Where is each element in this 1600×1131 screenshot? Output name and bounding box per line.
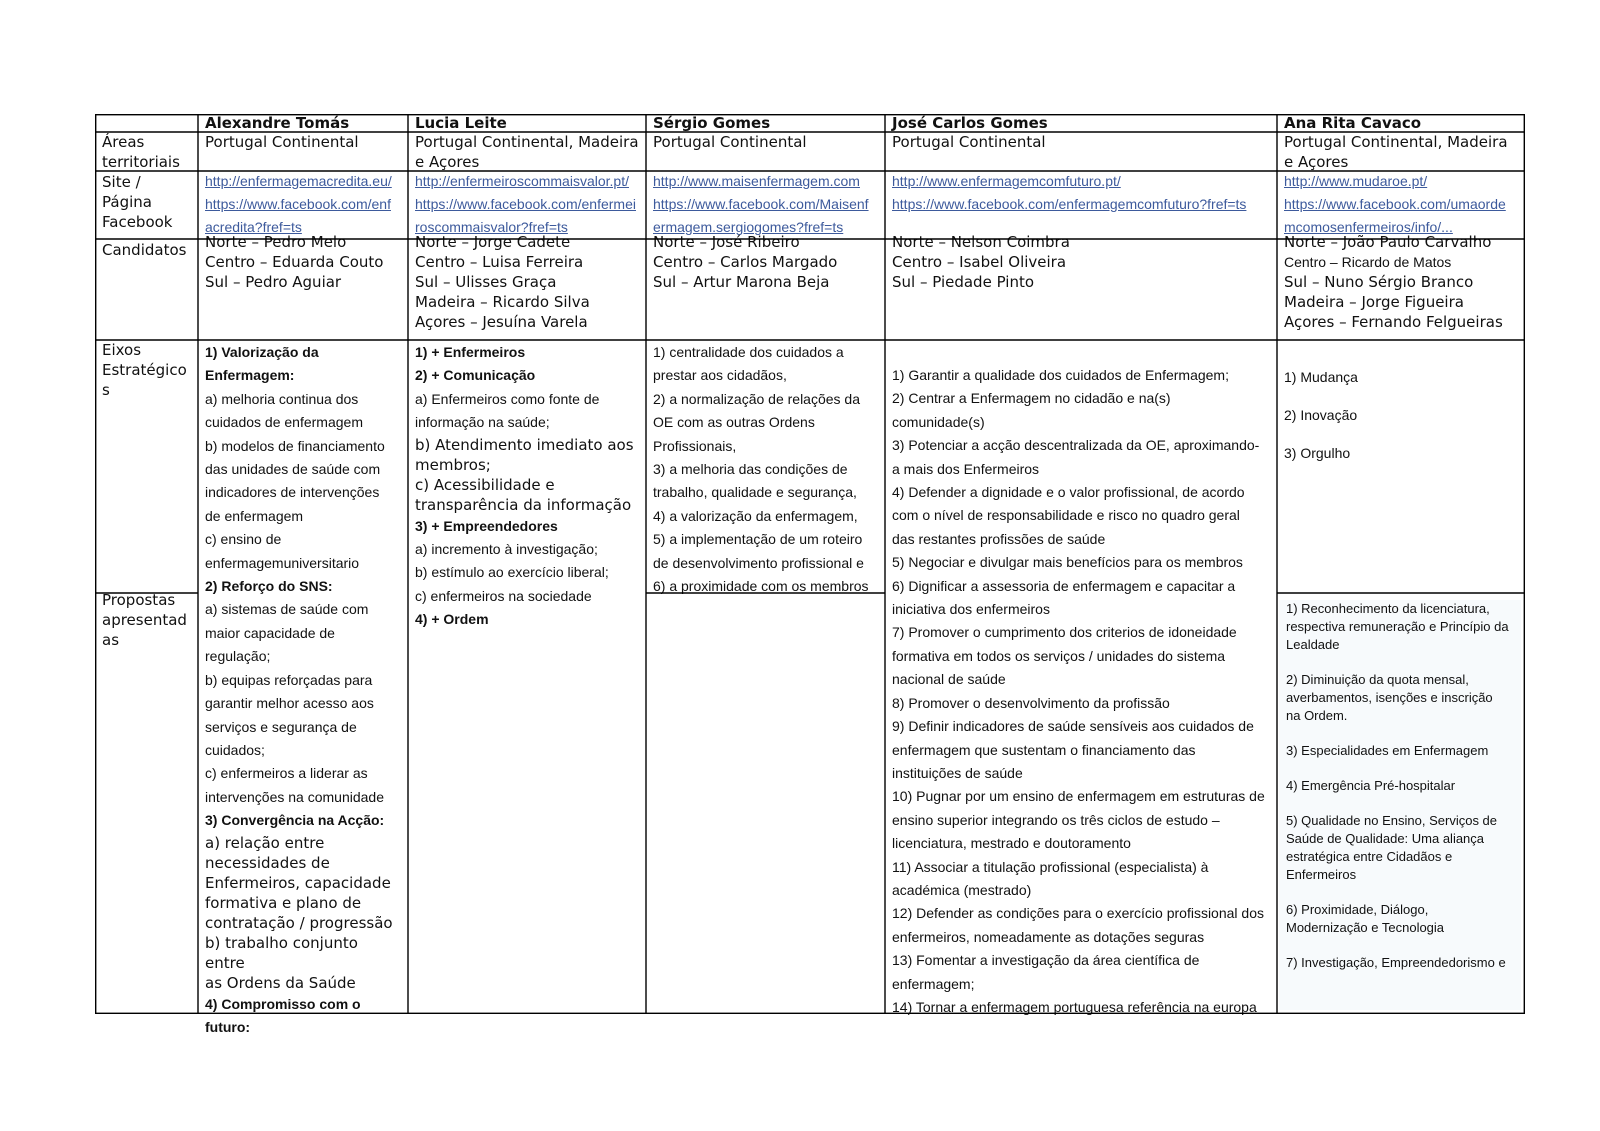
row-label-areas: Áreas territoriais bbox=[102, 133, 180, 171]
program-line: cuidados de enfermagem bbox=[205, 414, 363, 431]
program-line: de desenvolvimento profissional e bbox=[653, 554, 864, 571]
program-line: c) enfermeiros na sociedade bbox=[415, 587, 592, 604]
program-line: a) sistemas de saúde com bbox=[205, 601, 369, 618]
areas-ana: Portugal Continental, Madeira e Açores bbox=[1284, 133, 1508, 171]
website-link[interactable]: http://www.enfermagemcomfuturo.pt/ bbox=[892, 173, 1121, 189]
program-line: cuidados; bbox=[205, 741, 265, 758]
program-line: b) trabalho conjunto entre bbox=[205, 933, 358, 972]
proposta-line: 4) Emergência Pré-hospitalar bbox=[1286, 778, 1456, 793]
program-line: licenciatura, mestrado e doutoramento bbox=[892, 835, 1131, 852]
program-line: 6) a proximidade com os membros bbox=[653, 578, 869, 595]
row-label-candidatos: Candidatos bbox=[102, 241, 187, 259]
program-line: 13) Fomentar a investigação da área científica de bbox=[892, 952, 1200, 969]
proposta-line: 6) Proximidade, Diálogo, bbox=[1286, 902, 1429, 917]
program-line: instituições de saúde bbox=[892, 764, 1023, 781]
program-line: enfermagem; bbox=[892, 975, 975, 992]
program-line: necessidades de bbox=[205, 853, 330, 872]
eixos-ana: 1) Mudança 2) Inovação 3) Orgulho bbox=[1284, 369, 1358, 461]
row-label-site: Site / Página Facebook bbox=[102, 173, 173, 231]
program-line: 10) Pugnar por um ensino de enfermagem em estruturas de bbox=[892, 788, 1265, 805]
proposta-line: Lealdade bbox=[1286, 637, 1340, 652]
program-line: Enfermeiros, capacidade bbox=[205, 873, 391, 892]
program-line: de enfermagem bbox=[205, 507, 304, 524]
candidatos-jcg: Norte – Nelson Coimbra Centro – Isabel Oliveira Sul – Piedade Pinto bbox=[892, 233, 1070, 291]
areas-leite: Portugal Continental, Madeira e Açores bbox=[415, 133, 639, 171]
program-line: a mais dos Enfermeiros bbox=[892, 460, 1040, 477]
program-line: c) Acessibilidade e bbox=[415, 475, 555, 494]
candidatos-leite: Norte – Jorge Cadete Centro – Luisa Ferreira Sul – Ulisses Graça Madeira – Ricardo Silva Açores – Jesuína Varela bbox=[415, 233, 590, 331]
program-line: 2) + Comunicação bbox=[415, 367, 536, 384]
program-line: nacional de saúde bbox=[892, 671, 1006, 688]
areas-tomas: Portugal Continental bbox=[205, 133, 359, 151]
header-jose-carlos-gomes: José Carlos Gomes bbox=[892, 114, 1048, 132]
program-line: futuro: bbox=[205, 1018, 251, 1035]
program-line: formativa em todos os serviços / unidades do sistema bbox=[892, 647, 1226, 664]
program-line: 3) Potenciar a acção descentralizada da OE, aproximando- bbox=[892, 437, 1260, 454]
program-line: intervenções na comunidade bbox=[205, 788, 385, 805]
program-line: b) Atendimento imediato aos bbox=[415, 435, 634, 454]
program-line: 7) Promover o cumprimento dos criterios de idoneidade bbox=[892, 624, 1237, 641]
proposta-line: Enfermeiros bbox=[1286, 867, 1357, 882]
header-ana-rita-cavaco: Ana Rita Cavaco bbox=[1284, 114, 1422, 132]
program-line: 1) Garantir a qualidade dos cuidados de Enfermagem; bbox=[892, 367, 1229, 383]
header-alexandre-tomas: Alexandre Tomás bbox=[205, 114, 350, 132]
facebook-link[interactable]: https://www.facebook.com/Maisenf ermagem.sergiogomes?fref=ts bbox=[653, 196, 869, 235]
program-line: contratação / progressão bbox=[205, 913, 393, 932]
program-line: 4) Defender a dignidade e o valor profissional, de acordo bbox=[892, 484, 1245, 501]
program-line: enfermagem que sustentam o financiamento das bbox=[892, 741, 1196, 758]
program-line: OE com as outras Ordens bbox=[653, 414, 815, 431]
program-line: transparência da informação bbox=[415, 495, 632, 514]
program-line: 14) Tornar a enfermagem portuguesa referência na europa bbox=[892, 998, 1257, 1015]
program-line: 3) + Empreendedores bbox=[415, 517, 558, 534]
program-line: com o nível de responsabilidade e risco no quadro geral bbox=[892, 507, 1240, 524]
program-line: prestar aos cidadãos, bbox=[653, 367, 787, 384]
program-line: 12) Defender as condições para o exercício profissional dos bbox=[892, 905, 1264, 922]
proposta-line: 7) Investigação, Empreendedorismo e bbox=[1286, 955, 1506, 970]
program-line: Enfermagem: bbox=[205, 367, 295, 384]
program-line: das restantes profissões de saúde bbox=[892, 530, 1106, 547]
program-line: 6) Dignificar a assessoria de enfermagem e capacitar a bbox=[892, 577, 1236, 594]
program-line: enfermagemuniversitario bbox=[205, 554, 360, 571]
program-line: 1) centralidade dos cuidados a bbox=[653, 344, 844, 360]
program-line: a) melhoria continua dos bbox=[205, 390, 359, 407]
program-line: 4) a valorização da enfermagem, bbox=[653, 507, 858, 524]
candidates-comparison-table bbox=[95, 114, 1525, 1035]
program-line: 4) Compromisso com o bbox=[205, 995, 361, 1012]
program-line: 11) Associar a titulação profissional (especialista) à bbox=[892, 858, 1209, 875]
proposta-line: estratégica entre Cidadãos e bbox=[1286, 849, 1453, 864]
program-line: c) ensino de bbox=[205, 531, 282, 548]
proposta-line: 5) Qualidade no Ensino, Serviços de bbox=[1286, 813, 1498, 828]
program-line: 9) Definir indicadores de saúde sensíveis aos cuidados de bbox=[892, 718, 1254, 735]
program-line: b) estímulo ao exercício liberal; bbox=[415, 564, 609, 581]
facebook-link[interactable]: https://www.facebook.com/enfermei roscommaisvalor?fref=ts bbox=[415, 196, 636, 235]
proposta-line: na Ordem. bbox=[1286, 708, 1348, 723]
program-line: b) modelos de financiamento bbox=[205, 437, 385, 454]
candidatos-tomas: Norte – Pedro Melo Centro – Eduarda Couto Sul – Pedro Aguiar bbox=[205, 233, 384, 291]
row-label-propostas: Propostas apresentad as bbox=[102, 591, 187, 649]
program-line: iniciativa dos enfermeiros bbox=[892, 601, 1050, 618]
program-line: 3) a melhoria das condições de bbox=[653, 461, 848, 478]
table-rules bbox=[95, 114, 1525, 1014]
program-line: a) Enfermeiros como fonte de bbox=[415, 390, 600, 407]
header-sergio-gomes: Sérgio Gomes bbox=[653, 114, 771, 132]
program-line: 5) Negociar e divulgar mais benefícios para os membros bbox=[892, 554, 1243, 571]
program-line: regulação; bbox=[205, 648, 271, 665]
program-line: enfermeiros, nomeadamente as dotações seguras bbox=[892, 928, 1205, 945]
website-link[interactable]: http://enfermagemacredita.eu/ bbox=[205, 173, 392, 189]
program-line: 1) Valorização da bbox=[205, 344, 319, 360]
program-line: 2) Centrar a Enfermagem no cidadão e na(s) bbox=[892, 390, 1171, 407]
program-line: membros; bbox=[415, 455, 491, 474]
proposta-line: averbamentos, isenções e inscrição bbox=[1286, 690, 1493, 705]
program-line: 3) Convergência na Acção: bbox=[205, 812, 385, 829]
facebook-link[interactable]: https://www.facebook.com/enf acredita?fref=ts bbox=[205, 196, 391, 235]
program-line: indicadores de intervenções bbox=[205, 484, 380, 501]
proposta-line: 1) Reconhecimento da licenciatura, bbox=[1286, 601, 1490, 616]
program-line: comunidade(s) bbox=[892, 413, 985, 430]
website-link[interactable]: http://enfermeiroscommaisvalor.pt/ bbox=[415, 173, 629, 189]
proposta-line: Saúde de Qualidade: Uma aliança bbox=[1286, 831, 1485, 846]
program-line: b) equipas reforçadas para bbox=[205, 671, 373, 688]
proposta-line: 3) Especialidades em Enfermagem bbox=[1286, 743, 1489, 758]
program-line: 5) a implementação de um roteiro bbox=[653, 531, 863, 548]
header-lucia-leite: Lucia Leite bbox=[415, 114, 507, 132]
program-line: c) enfermeiros a liderar as bbox=[205, 765, 368, 782]
row-label-eixos: Eixos Estratégico s bbox=[102, 341, 187, 399]
proposta-line: Modernização e Tecnologia bbox=[1286, 920, 1445, 935]
program-line: trabalho, qualidade e segurança, bbox=[653, 484, 857, 501]
candidatos-sergio: Norte – José Ribeiro Centro – Carlos Margado Sul – Artur Marona Beja bbox=[653, 233, 838, 291]
candidatos-ana: Norte – João Paulo Carvalho Centro – Ricardo de Matos Sul – Nuno Sérgio Branco Madeira – Jorge Figueira Açores – Fernando Felgueiras bbox=[1284, 233, 1503, 331]
program-line: das unidades de saúde com bbox=[205, 461, 381, 478]
facebook-link[interactable]: https://www.facebook.com/enfermagemcomfuturo?fref=ts bbox=[892, 196, 1247, 212]
proposta-line: 2) Diminuição da quota mensal, bbox=[1286, 672, 1469, 687]
website-link[interactable]: http://www.maisenfermagem.com bbox=[653, 173, 860, 189]
program-line: garantir melhor acesso aos bbox=[205, 695, 374, 712]
program-line: informação na saúde; bbox=[415, 414, 550, 431]
program-line: formativa e plano de bbox=[205, 893, 362, 912]
website-link[interactable]: http://www.mudaroe.pt/ bbox=[1284, 173, 1428, 189]
program-line: a) relação entre bbox=[205, 833, 325, 852]
program-line: as Ordens da Saúde bbox=[205, 973, 356, 992]
program-line: maior capacidade de bbox=[205, 624, 335, 641]
program-line: 1) + Enfermeiros bbox=[415, 344, 526, 360]
program-line: académica (mestrado) bbox=[892, 881, 1032, 898]
program-line: ensino superior integrando os três ciclos de estudo – bbox=[892, 811, 1220, 828]
areas-sergio: Portugal Continental bbox=[653, 133, 807, 151]
program-line: 8) Promover o desenvolvimento da profissão bbox=[892, 694, 1170, 711]
program-line: 4) + Ordem bbox=[415, 611, 489, 628]
facebook-link[interactable]: https://www.facebook.com/umaorde mcomosenfermeiros/info/... bbox=[1284, 196, 1506, 235]
areas-jcg: Portugal Continental bbox=[892, 133, 1046, 151]
proposta-line: respectiva remuneração e Princípio da bbox=[1286, 619, 1509, 634]
program-line: 2) a normalização de relações da bbox=[653, 390, 861, 407]
program-line: 2) Reforço do SNS: bbox=[205, 578, 333, 595]
program-line: serviços e segurança de bbox=[205, 718, 357, 735]
program-line: Profissionais, bbox=[653, 437, 737, 454]
program-line: a) incremento à investigação; bbox=[415, 541, 598, 558]
